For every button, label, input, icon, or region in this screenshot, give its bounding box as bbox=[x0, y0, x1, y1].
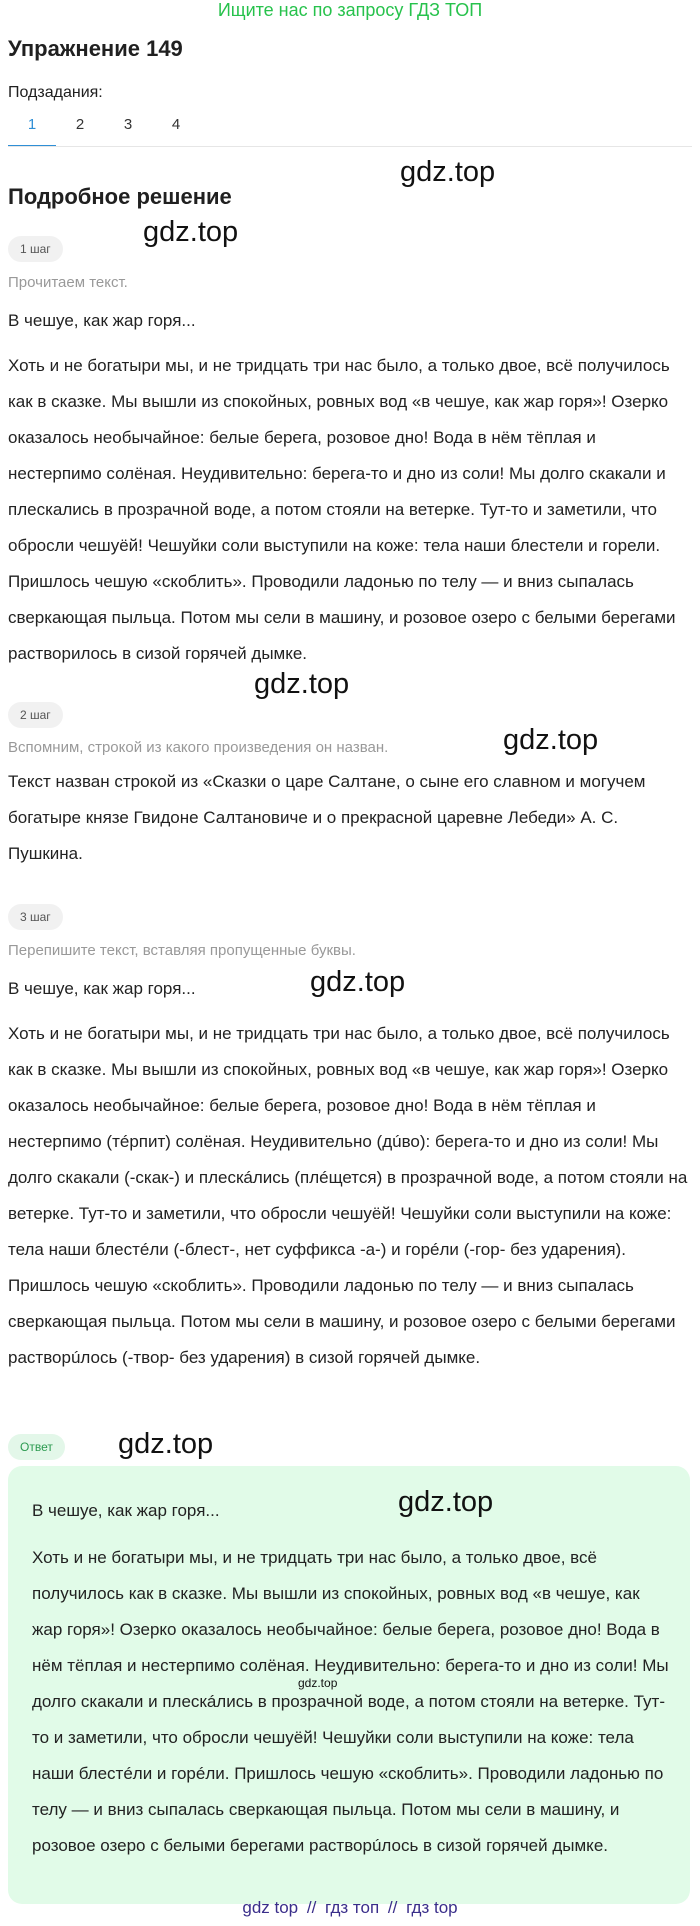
watermark: gdz.top bbox=[254, 668, 350, 700]
step-text: Хоть и не богатыри мы, и не тридцать три нас было, а только двое, всё получилось как в сказке. Мы вышли из спокойных, ровных вод «в чешуе, как жар горя»! Озерко оказалось необычайное: белые берега, розовое дно! Вода в нём тёплая и нестерпимо солёная. Неудивительно: берега-то и дно из соли! Мы долго скакали и плескались в прозрачной воде, а потом стояли на ветерке. Тут-то и заметили, что обросли чешуёй! Чешуйки соли выступили на коже: тела наши блестели и горели. Пришлось чешую «скоблить». Проводили ладонью по телу — и вниз сыпалась сверкающая пыльца. Потом мы сели в машину, и розовое озеро с белыми берегами растворилось в сизой горячей дымке. bbox=[8, 356, 676, 663]
search-banner: Ищите нас по запросу ГДЗ ТОП bbox=[217, 0, 483, 20]
tab-2[interactable]: 2 bbox=[75, 116, 85, 133]
tab-1[interactable]: 1 bbox=[8, 116, 56, 147]
watermark: gdz.top bbox=[503, 724, 599, 756]
footer-separator: // bbox=[387, 1898, 398, 1917]
footer-link[interactable]: гдз топ bbox=[325, 1898, 380, 1917]
step-badge: 2 шаг bbox=[8, 702, 63, 728]
text-heading: В чешуе, как жар горя... bbox=[8, 311, 196, 330]
tab-3[interactable]: 3 bbox=[123, 116, 133, 133]
step-hint: Вспомним, строкой из какого произведения он назван. bbox=[8, 739, 389, 756]
step-hint: Перепишите текст, вставляя пропущенные буквы. bbox=[8, 942, 356, 959]
section-title: Подробное решение bbox=[8, 184, 232, 209]
watermark: gdz.top bbox=[143, 216, 239, 248]
step-badge: 3 шаг bbox=[8, 904, 63, 930]
text-heading: В чешуе, как жар горя... bbox=[8, 979, 196, 998]
answer-badge: Ответ bbox=[8, 1434, 65, 1460]
answer-text: Хоть и не богатыри мы, и не тридцать три нас было, а только двое, всё получилось как в сказке. Мы вышли из спокойных, ровных вод «в чешуе, как жар горя»! Озерко оказалось необычайное: белые берега, розовое дно! Вода в нём тёплая и нестерпимо солёная. Неудивительно: берега-то и дно из соли! Мы долго скакали и плескáлись в прозрачной воде, а потом стояли на ветерке. Тут-то и заметили, что обросли чешуёй! Чешуйки соли выступили на коже: тела наши блестéли и горéли. Пришлось чешую «скоблить». Проводили ладонью по телу — и вниз сыпалась сверкающая пыльца. Потом мы сели в машину, и розовое озеро с белыми берегами растворúлось в сизой горячей дымке. bbox=[32, 1548, 669, 1855]
watermark: gdz.top bbox=[118, 1428, 214, 1460]
watermark: gdz.top bbox=[400, 156, 496, 188]
subtask-tabs bbox=[8, 116, 200, 147]
watermark: gdz.top bbox=[398, 1486, 494, 1518]
footer-link[interactable]: gdz top bbox=[242, 1898, 299, 1917]
step-badge: 1 шаг bbox=[8, 236, 63, 262]
footer-links bbox=[0, 1898, 700, 1918]
tab-4[interactable]: 4 bbox=[171, 116, 181, 133]
page-title: Упражнение 149 bbox=[8, 36, 183, 61]
subtasks-label: Подзадания: bbox=[8, 84, 103, 101]
step-hint: Прочитаем текст. bbox=[8, 274, 128, 291]
answer-heading: В чешуе, как жар горя... bbox=[32, 1501, 220, 1520]
step-text: Текст назван строкой из «Сказки о царе Салтане, о сыне его славном и могучем богатыре князе Гвидоне Салтановиче и о прекрасной царевне Лебеди» А. С. Пушкина. bbox=[8, 772, 646, 863]
step-text: Хоть и не богатыри мы, и не тридцать три нас было, а только двое, всё получилось как в сказке. Мы вышли из спокойных, ровных вод «в чешуе, как жар горя»! Озерко оказалось необычайное: белые берега, розовое дно! Вода в нём тёплая и нестерпимо (тéрпит) солёная. Неудивительно (дúво): берега-то и дно из соли! Мы долго скакали (-скак-) и плескáлись (плéщется) в прозрачной воде, а потом стояли на ветерке. Тут-то и заметили, что обросли чешуёй! Чешуйки соли выступили на коже: тела наши блестéли (-блест-, нет суффикса -а-) и горéли (-гор- без ударения). Пришлось чешую «скоблить». Проводили ладонью по телу — и вниз сыпалась сверкающая пыльца. Потом мы сели в машину, и розовое озеро с белыми берегами растворúлось (-твор- без ударения) в сизой горячей дымке. bbox=[8, 1024, 688, 1367]
footer-separator: // bbox=[306, 1898, 317, 1917]
watermark: gdz.top bbox=[310, 966, 406, 998]
footer-link[interactable]: гдз top bbox=[406, 1898, 458, 1917]
tabs-divider bbox=[8, 146, 692, 147]
watermark: gdz.top bbox=[298, 1676, 338, 1690]
